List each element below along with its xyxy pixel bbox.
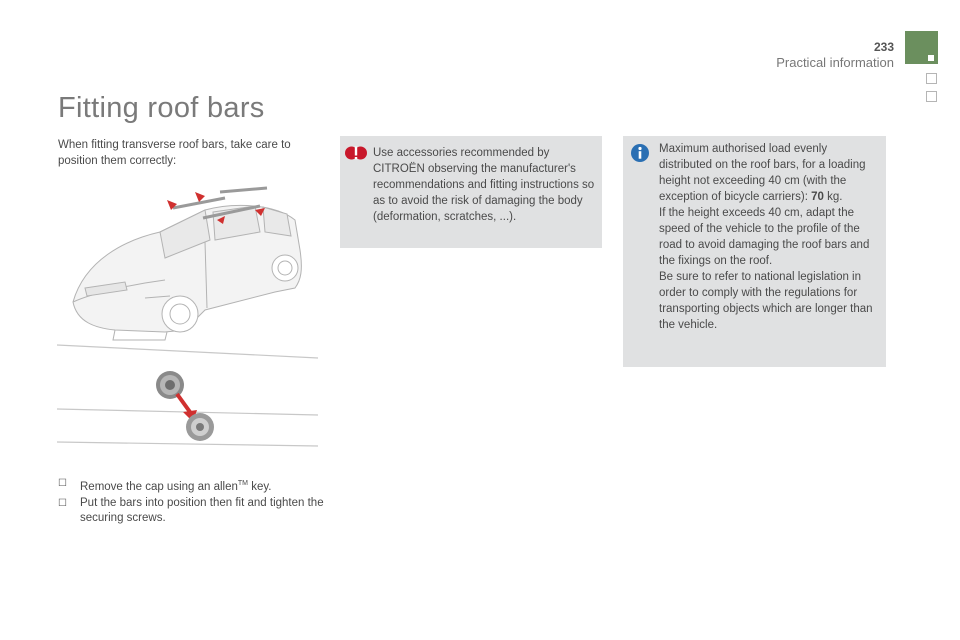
page-title: Fitting roof bars [58,92,265,124]
warning-icon [345,143,367,163]
checkbox-icon: ☐ [58,478,67,489]
warning-box [340,136,602,248]
roof-bars-illustration [55,180,320,455]
section-tab-empty[interactable] [926,73,937,84]
info-icon [631,144,649,162]
section-label: Practical information [776,55,894,70]
tab-marker [928,55,934,61]
info-paragraph: If the height exceeds 40 cm, adapt the speed of the vehicle to the profile of the road to avoid damaging the roof bars and the fixings on the roof. [659,207,870,267]
step-text: Put the bars into position then fit and tighten the securing screws. [80,496,324,524]
info-paragraph: Maximum authorised load evenly distributed on the roof bars, for a loading height not exceeding 40 cm (with the exception of bicycle carriers): 70 kg. [659,143,866,203]
warning-text: Use accessories recommended by CITROËN observing the manufacturer's recommendations and fitting instructions so as to avoid the risk of damaging the body (deformation, scratches, ...). [373,147,595,223]
screw-detail [186,413,214,441]
detail-arrow [177,394,190,412]
page-number: 233 [873,40,894,54]
info-text [659,141,881,333]
checkbox-icon: ☐ [58,497,67,509]
list-item [58,476,328,495]
steps-list [58,476,328,527]
list-item [58,496,328,526]
step-text: Remove the cap using an allen™ key. [80,480,272,493]
info-paragraph: Be sure to refer to national legislation in order to comply with the regulations for transporting objects which are longer than the vehicle. [659,271,873,331]
section-tab-empty[interactable] [926,91,937,102]
section-tab[interactable] [905,31,938,64]
intro-text: When fitting transverse roof bars, take care to position them correctly: [58,139,291,167]
info-box [623,136,886,367]
car-drawing [73,205,301,340]
